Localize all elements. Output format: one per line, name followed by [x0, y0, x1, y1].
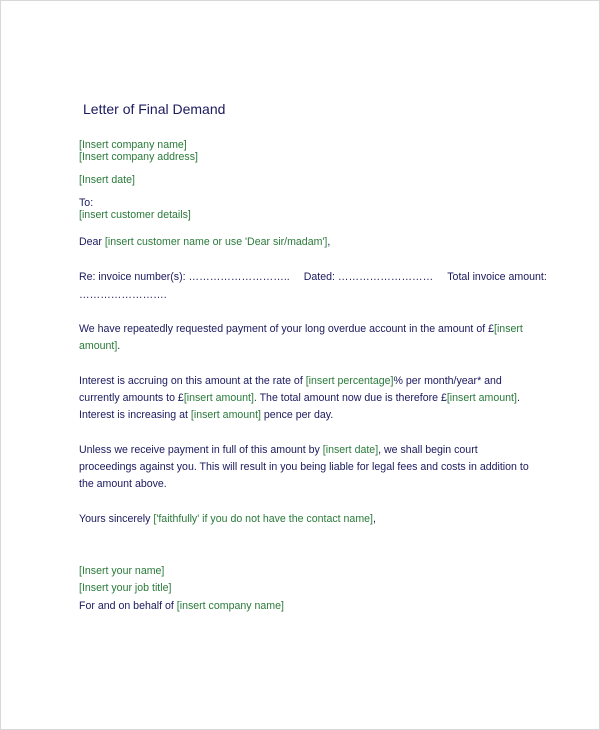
salutation-placeholder: [insert customer name or use 'Dear sir/madam']: [104, 236, 328, 248]
letter-date: [Insert date]: [79, 174, 135, 186]
closing-placeholder: ['faithfully' if you do not have the contact name]: [153, 513, 373, 525]
interest-amount: [insert amount]: [183, 392, 254, 404]
to-label: To:: [79, 197, 94, 209]
salutation-suffix: ,: [327, 236, 331, 248]
para1-amount: [insert amount]: [79, 323, 523, 352]
para3-text-1: Unless we receive payment in full of this amount by: [79, 444, 323, 456]
total-invoice-value: …………………….: [79, 289, 167, 301]
payment-deadline: [insert date]: [322, 444, 379, 456]
invoice-number-label: Re: invoice number(s): ………………………..: [79, 271, 290, 283]
behalf-company-name: [insert company name]: [176, 600, 284, 612]
salutation: [79, 234, 330, 251]
salutation-prefix: Dear: [79, 236, 105, 248]
paragraph-overdue: [79, 321, 534, 355]
letter-title: Letter of Final Demand: [83, 101, 226, 117]
para1-text: We have repeatedly requested payment of your long overdue account in the amount of £: [79, 323, 494, 335]
invoice-reference: [79, 269, 547, 286]
total-due-amount: [insert amount]: [446, 392, 517, 404]
closing-text: Yours sincerely: [79, 513, 154, 525]
total-invoice-label: Total invoice amount:: [447, 271, 547, 283]
para2-text-4: . Interest is increasing at: [79, 392, 520, 421]
signatory-name: [Insert your name]: [79, 565, 165, 577]
paragraph-interest: [79, 373, 534, 424]
closing: [79, 511, 376, 528]
closing-suffix: ,: [372, 513, 376, 525]
paragraph-court: [79, 442, 534, 493]
on-behalf-of: [79, 598, 284, 615]
para2-text-3: . The total amount now due is therefore £: [253, 392, 447, 404]
dated-label: Dated: ………………………: [303, 271, 434, 283]
behalf-label: For and on behalf of: [79, 600, 177, 612]
customer-details: [insert customer details]: [79, 209, 191, 221]
signatory-job-title: [Insert your job title]: [79, 582, 172, 594]
para2-text-2: % per month/year* and currently amounts to £: [79, 375, 502, 404]
sender-company-address: [Insert company address]: [79, 151, 198, 163]
para2-text-1: Interest is accruing on this amount at the rate of: [79, 375, 306, 387]
para1-end: .: [117, 340, 121, 352]
interest-percentage: [insert percentage]: [305, 375, 394, 387]
para2-text-5: pence per day.: [260, 409, 334, 421]
para3-text-2: , we shall begin court proceedings against you. This will result in you being liable for legal fees and costs in addition to the amount above.: [79, 444, 529, 490]
sender-company-name: [Insert company name]: [79, 139, 187, 151]
daily-interest-amount: [insert amount]: [190, 409, 261, 421]
